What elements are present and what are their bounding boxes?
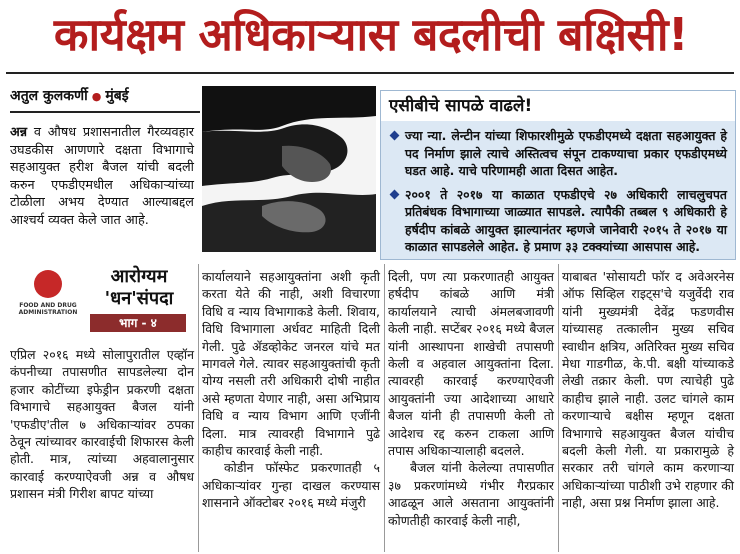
column-text: कार्यालयाने सहआयुक्तांना अशी कृती करता येते की नाही, अशी विचारणा विधि व न्याय विभागाकडे केली. शिवाय, विधि विभागाला अर्धवट माहिती दिली गेली. पुढे ॲडव्होकेट जनरल यांचे मत मागवले गेले. त्यावर सहआयुक्तांची कृती योग्य नसली तरी अधिकारी दोषी नाहीत असे म्हणता येणार नाही, असा अभिप्राय विधि व न्याय विभाग आणि एजींनी दिला. मात्र त्यावरही विभागाने पुढे काहीच कारवाई केली नाही. <box>202 269 380 459</box>
column-divider <box>558 264 559 552</box>
headline-rule <box>6 72 734 74</box>
fda-logo-icon <box>18 270 78 330</box>
series-title-line2: 'धन'संपदा <box>104 288 174 309</box>
byline <box>10 85 210 107</box>
column-text: कोडीन फॉस्फेट प्रकरणातही ५ अधिकाऱ्यांवर गुन्हा दाखल करण्यास शासनाने ऑक्टोबर २०१६ मध्ये मंजुरी <box>202 460 380 511</box>
sidebar-bullets <box>391 127 727 262</box>
sidebar-bullet: २००१ ते २०१७ या काळात एफडीएचे २७ अधिकारी लाचलुचपत प्रतिबंधक विभागाच्या जाळ्यात सापडले. त्यापैकी तब्बल ९ अधिकारी हे हर्षदीप कांबळे आयुक्त झाल्यानंतर म्हणजे जानेवारी २०१५ ते २०१७ या काळात सापडलेले आहेत. हे प्रमाण ३३ टक्क्यांच्या आसपास आहे. <box>391 186 727 256</box>
headline: कार्यक्षम अधिकाऱ्यास बदलीची बक्षिसी! <box>53 8 689 61</box>
column-divider <box>384 264 385 552</box>
byline-location: मुंबई <box>105 88 129 104</box>
intro-lead: अन्न <box>10 125 28 140</box>
intro-text: व औषध प्रशासनातील गैरव्यवहार उघडकीस आणणारे दक्षता विभागाचे सहआयुक्त हरीश बैजल यांची बदली करुन एफडीएमधील अधिकाऱ्यांच्या टोळीला अभय देण्यात आल्याबद्दल आश्चर्य व्यक्त केले जात आहे. <box>10 125 194 228</box>
byline-rule <box>10 111 200 113</box>
column-text: याबाबत 'सोसायटी फॉर द अवेअरनेस ऑफ सिव्हिल राइट्स'चे यजुर्वेदी राव यांनी मुख्यमंत्री देवेंद्र फडणवीस यांच्यासह तत्कालीन मुख्य सचिव स्वाधीन क्षत्रिय, अतिरिक्त मुख्य सचिव मेधा गाडगीळ, के.पी. बक्षी यांच्याकडे लेखी तक्रार केली. पण त्याचेही पुढे काहीच झाले नाही. उलट चांगले काम करणाऱ्याचे बक्षीस म्हणून दक्षता विभागाचे सहआयुक्त बैजल यांचीच बदली केली गेली. या प्रकारामुळे हे सरकार तरी चांगले काम करणाऱ्या अधिकाऱ्यांच्या पाठीशी उभे राहणार की नाही, असा प्रश्न निर्माण झाला आहे. <box>562 269 734 511</box>
article-column-1 <box>10 346 194 503</box>
series-title <box>84 266 194 310</box>
column-divider <box>198 264 199 552</box>
article-photo <box>202 86 376 252</box>
column-text: दिली, पण त्या प्रकरणातही आयुक्त हर्षदीप कांबळे आणि मंत्री कार्यालयाने त्याची अंमलबजावणी केली नाही. सप्टेंबर २०१६ मध्ये बैजल यांनी आस्थापना शाखेची तपासणी केली व अहवाल आयुक्तांना दिला. त्यावरही कारवाई करण्याऐवजी आयुक्तांनी ज्या आदेशाच्या आधारे बैजल यांनी ही तपासणी केली तो आदेशच रद्द करुन टाकला आणि तपास अधिकाऱ्यालाही बदलले. <box>388 269 554 459</box>
series-badge <box>10 264 194 336</box>
column-text: एप्रिल २०१६ मध्ये सोलापुरातील एव्हॉन कंपनीच्या तपासणीत सापडलेल्या दोन हजार कोटींच्या इफेड्रीन प्रकरणी दक्षता विभागाचे सहआयुक्त बैजल यांनी 'एफडीए'तील ७ अधिकाऱ्यांवर ठपका ठेवून त्यांच्यावर कारवाईची शिफारस केली होती. मात्र, त्यांच्या अहवालानुसार कारवाई करण्याऐवजी अन्न व औषध प्रशासन मंत्री गिरीश बापट यांच्या <box>10 347 194 502</box>
article-column-4 <box>562 268 734 512</box>
sidebar-bullet: ज्या न्या. लेन्टीन यांच्या शिफारशीमुळे एफडीएमध्ये दक्षता सहआयुक्त हे पद निर्माण झाले त्याचे अस्तित्वच संपून टाकण्याचा प्रकार एफडीएमध्ये घडत आहे. याचे परिणामही आता दिसत आहेत. <box>391 127 727 180</box>
series-title-line1: आरोग्यम <box>110 266 168 287</box>
article-column-2 <box>202 268 380 512</box>
article-column-3 <box>388 268 554 529</box>
byline-separator-icon: ● <box>91 90 102 103</box>
byline-author: अतुल कुलकर्णी <box>10 88 88 104</box>
intro-paragraph <box>10 124 194 229</box>
sidebar-box <box>380 90 736 260</box>
hands-exchange-image <box>202 86 376 252</box>
series-part-label: भाग - ४ <box>90 314 186 332</box>
column-text: बैजल यांनी केलेल्या तपासणीत ३७ प्रकरणांमध्ये गंभीर गैरप्रकार आढळून आले असताना आयुक्तांनी कोणतीही कारवाई केली नाही, <box>388 460 554 528</box>
fda-logo-text: FOOD AND DRUG ADMINISTRATION <box>18 302 78 316</box>
sidebar-title: एसीबीचे सापळे वाढले! <box>381 91 735 121</box>
